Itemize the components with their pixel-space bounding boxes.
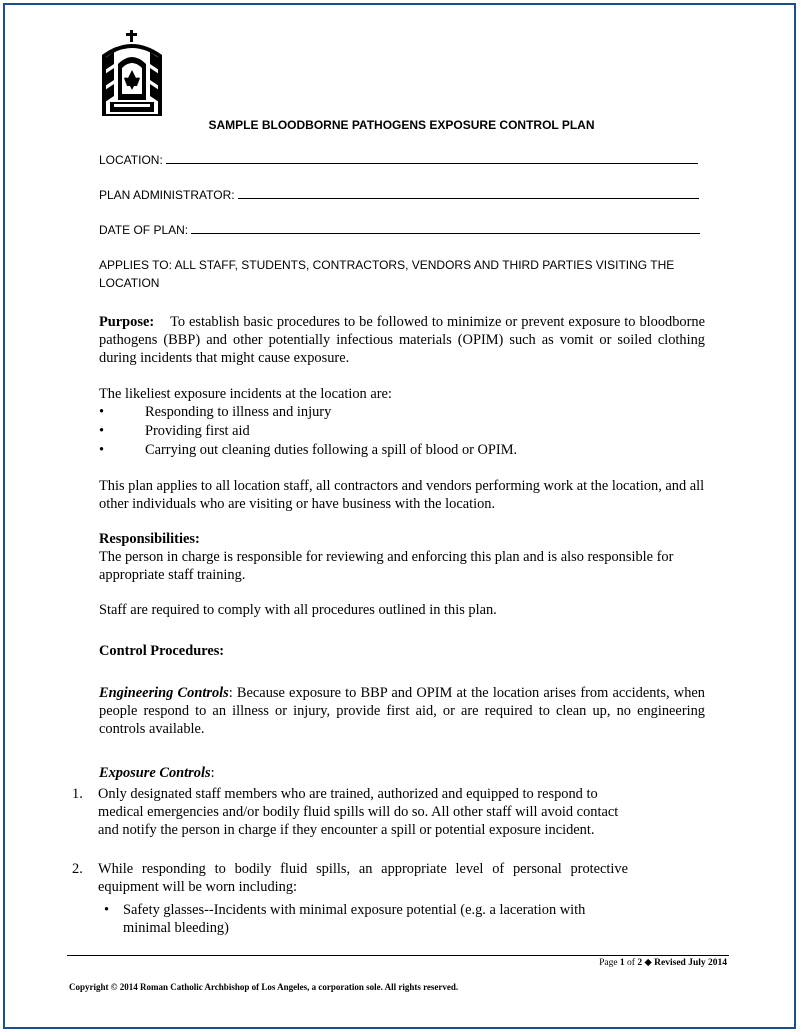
- engineering-controls-label: Engineering Controls: [99, 685, 229, 701]
- exposure-control-item-2: While responding to bodily fluid spills, an appropriate level of personal protective equipment will be worn including:: [98, 861, 628, 895]
- engineering-controls-paragraph: [99, 684, 705, 738]
- plan-administrator-blank-line[interactable]: [238, 187, 699, 199]
- page-footer: [599, 957, 727, 968]
- footer-divider: [67, 955, 729, 956]
- exposure-controls-heading: [99, 764, 705, 782]
- comply-text: Staff are required to comply with all procedures outlined in this plan.: [99, 602, 497, 618]
- location-label: LOCATION:: [99, 153, 163, 167]
- incident-item-2: Providing first aid: [145, 423, 250, 439]
- list-item: [72, 860, 632, 896]
- bullet-icon: •: [104, 902, 110, 918]
- bullet-icon: •: [99, 423, 105, 439]
- engineering-controls-text: : Because exposure to BBP and OPIM at the location arises from accidents, when people respond to an illness or injury, provide first aid, or are required to clean up, no engineering controls available.: [99, 685, 705, 737]
- control-procedures-heading: Control Procedures:: [99, 643, 225, 659]
- copyright-notice: Copyright © 2014 Roman Catholic Archbishop of Los Angeles, a corporation sole. All rights reserved.: [69, 982, 459, 992]
- item-number: 2.: [72, 861, 83, 877]
- location-field: [99, 152, 698, 167]
- page-total: 2: [637, 958, 643, 968]
- archdiocese-seal-icon: [100, 30, 164, 116]
- incident-item-1: Responding to illness and injury: [145, 404, 332, 420]
- list-item: [104, 901, 624, 937]
- ppe-item-1: Safety glasses--Incidents with minimal exposure potential (e.g. a laceration with minimal bleeding): [123, 902, 586, 936]
- document-title: SAMPLE BLOODBORNE PATHOGENS EXPOSURE CONTROL PLAN: [208, 118, 595, 132]
- plan-administrator-label: PLAN ADMINISTRATOR:: [99, 188, 235, 202]
- location-blank-line[interactable]: [166, 152, 698, 164]
- responsibilities-text: The person in charge is responsible for reviewing and enforcing this plan and is also responsible for appropriate staff training.: [99, 549, 674, 583]
- exposure-control-item-1: Only designated staff members who are trained, authorized and equipped to respond to medical emergencies and/or bodily fluid spills will do so. All other staff will avoid contact and notify the person in charge if they encounter a spill or potential exposure incident.: [98, 786, 619, 838]
- bullet-icon: •: [99, 442, 105, 458]
- date-of-plan-blank-line[interactable]: [191, 222, 700, 234]
- page-current: 1: [619, 958, 625, 968]
- revised-date: Revised July 2014: [654, 958, 727, 968]
- applies-to-text: APPLIES TO: ALL STAFF, STUDENTS, CONTRACTORS, VENDORS AND THIRD PARTIES VISITING THE LOCATION: [99, 258, 675, 290]
- incidents-intro: The likeliest exposure incidents at the location are:: [99, 386, 392, 402]
- exposure-controls-colon: :: [210, 765, 215, 781]
- purpose-text: To establish basic procedures to be followed to minimize or prevent exposure to bloodborne pathogens (BBP) and other potentially infectious materials (OPIM) such as vomit or soiled clothing during incidents that might cause exposure.: [99, 314, 706, 366]
- page-of: of: [624, 958, 638, 968]
- responsibilities-heading: Responsibilities:: [99, 531, 200, 547]
- bullet-icon: •: [99, 404, 105, 420]
- date-of-plan-field: [99, 222, 700, 237]
- exposure-controls-label: Exposure Controls: [99, 765, 211, 781]
- page-prefix: Page: [599, 958, 620, 968]
- date-of-plan-label: DATE OF PLAN:: [99, 223, 189, 237]
- applies-paragraph: This plan applies to all location staff, all contractors and vendors performing work at the location, and all other individuals who are visiting or have business with the location.: [99, 478, 705, 512]
- incident-item-3: Carrying out cleaning duties following a spill of blood or OPIM.: [145, 442, 518, 458]
- item-number: 1.: [72, 786, 83, 802]
- purpose-label: Purpose:: [99, 314, 155, 330]
- plan-administrator-field: [99, 187, 699, 202]
- list-item: [72, 785, 632, 857]
- purpose-paragraph: [99, 313, 705, 367]
- footer-separator: ◆: [642, 958, 655, 968]
